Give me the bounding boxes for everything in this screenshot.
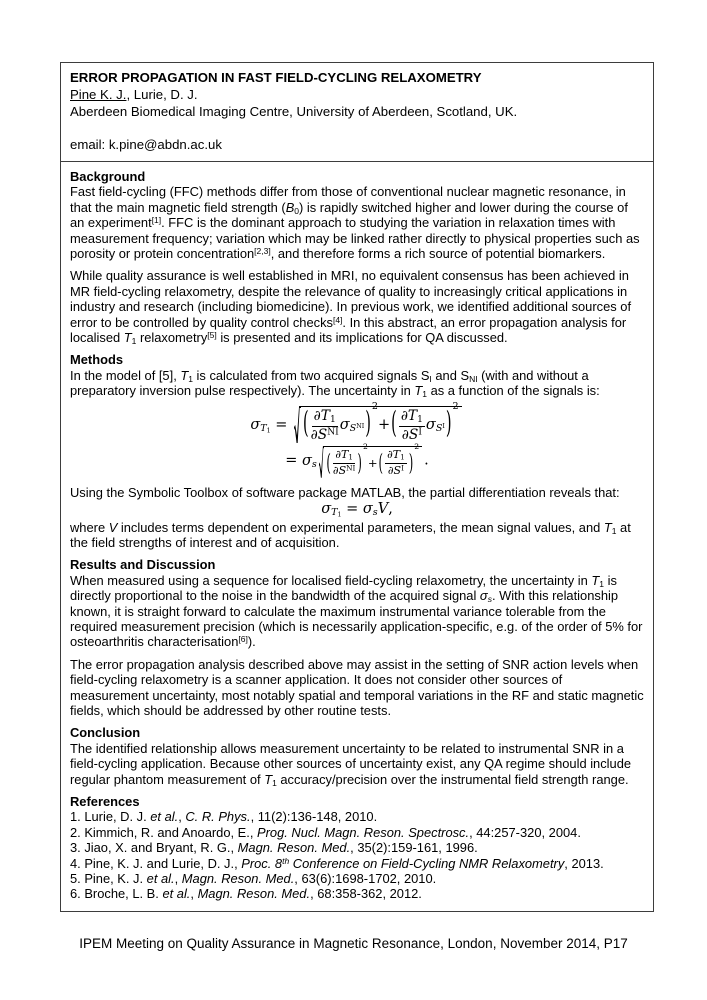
equation-uncertainty-line-2: = $\sigma_s$ ( $\frac{\partial T_1}{\partial S^{NI}}$ ) 2 + ( $\frac{\partial T_1}{\partial S^I}$ ) 2 . <box>285 442 429 478</box>
reference-item: 3. Jiao, X. and Bryant, R. G., Magn. Reson. Med., 35(2):159-161, 1996. <box>70 840 478 856</box>
reference-item: 4. Pine, K. J. and Lurie, D. J., Proc. 8th Conference on Field-Cycling NMR Relaxometry, 2013. <box>70 855 604 871</box>
abstract-body <box>61 162 653 911</box>
section-heading-references: References <box>70 794 140 809</box>
equation-uncertainty-line-1: $\sigma_{T_1}$ = ( $\frac{\partial T_1}{\partial S^{NI}}$ $\sigma_{S^{NI}}$ ) 2 + ( $\frac{\partial T_1}{\partial S^I}$ $\sigma_{S^I}$ ) 2 <box>70 406 644 444</box>
where-paragraph: where V includes terms dependent on experimental parameters, the mean signal values, and $T_1$ at the field strengths of interest and of acquisition. <box>70 519 631 550</box>
email-line: email: k.pine@abdn.ac.uk <box>70 137 222 152</box>
reference-item: 6. Broche, L. B. et al., Magn. Reson. Med., 68:358-362, 2012. <box>70 886 422 902</box>
background-paragraph-2: While quality assurance is well established in MRI, no equivalent consensus has been achieved in MR field-cycling relaxometry, despite the relevance of quality to increasingly critical applications in industry and research (including biomedicine). In previous work, we identified additional sources of error to be controlled by quality control checks[4]. In this abstract, an error propagation analysis for localised $T_1$ relaxometry[5] is presented and its implications for QA discussed. <box>70 268 632 346</box>
reference-item: 1. Lurie, D. J. et al., C. R. Phys., 11(2):136-148, 2010. <box>70 809 378 825</box>
equation-uncertainty <box>70 400 644 478</box>
page-title: ERROR PROPAGATION IN FAST FIELD-CYCLING RELAXOMETRY <box>70 70 482 85</box>
section-heading-conclusion: Conclusion <box>70 725 141 741</box>
equation-sigma-v: $\sigma_{T_1} = \sigma_sV$, <box>321 501 393 519</box>
conclusion-paragraph: The identified relationship allows measurement uncertainty to be related to instrumental SNR in a field-cycling application. Because other sources of uncertainty exist, any QA regime should include regular phantom measurement of $T_1$ accuracy/precision over the instrumental field strength range. <box>70 740 632 788</box>
author-underlined: Pine K. J. <box>70 87 127 102</box>
matlab-paragraph: Using the Symbolic Toolbox of software package MATLAB, the partial differentiation reveals that: <box>70 484 620 500</box>
background-paragraph-1: Fast field-cycling (FFC) methods differ from those of conventional nuclear magnetic resonance, in that the main magnetic field strength $(B_0)$ is rapidly switched higher and lower during the course of an experiment[1]. FFC is the dominant approach to studying the variation in relaxation times with measurement frequency; variation which may be linked rather directly to physical properties such as porosity or protein concentration[2,3], and therefore forms a rich source of potential biomarkers. <box>70 184 640 262</box>
section-heading-background: Background <box>70 169 146 184</box>
reference-item: 5. Pine, K. J. et al., Magn. Reson. Med., 63(6):1698-1702, 2010. <box>70 871 437 887</box>
section-heading-results: Results and Discussion <box>70 557 216 573</box>
author-rest: , Lurie, D. J. <box>126 87 198 102</box>
reference-item: 2. Kimmich, R. and Anoardo, E., Prog. Nucl. Magn. Reson. Spectrosc., 44:257-320, 2004. <box>70 824 581 840</box>
references-list <box>70 809 644 901</box>
results-paragraph-1: When measured using a sequence for localised field-cycling relaxometry, the uncertainty in $T_1$ is directly proportional to the noise in the bandwidth of the acquired signal $\sigma_s$. With this relationship known, it is straight forward to calculate the maximum instrumental variance tolerable from the required measurement precision (which is necessarily application-specific, e.g. of the order of 5% for osteoarthritis characterisation[6]). <box>70 572 643 650</box>
footer-note: IPEM Meeting on Quality Assurance in Magnetic Resonance, London, November 2014, P17 <box>79 936 628 951</box>
author-line <box>70 86 644 103</box>
affiliation: Aberdeen Biomedical Imaging Centre, University of Aberdeen, Scotland, UK. <box>70 104 518 119</box>
abstract-header <box>61 63 653 162</box>
methods-intro-paragraph: In the model of [5], $T_1$ is calculated from two acquired signals $S_I$ and $S_{NI}$ (with and without a preparatory inversion pulse respectively). The uncertainty in $T_1$ as a function of the signals is: <box>70 367 600 400</box>
results-paragraph-2: The error propagation analysis described above may assist in the setting of SNR action levels when field-cycling relaxometry is a scanner application. It does not consider other sources of measurement uncertainty, most notably spatial and temporal variations in the RF and static magnetic fields, which should be addressed by other routine tests. <box>70 656 644 718</box>
section-heading-methods: Methods <box>70 352 123 368</box>
abstract-box <box>60 62 654 912</box>
